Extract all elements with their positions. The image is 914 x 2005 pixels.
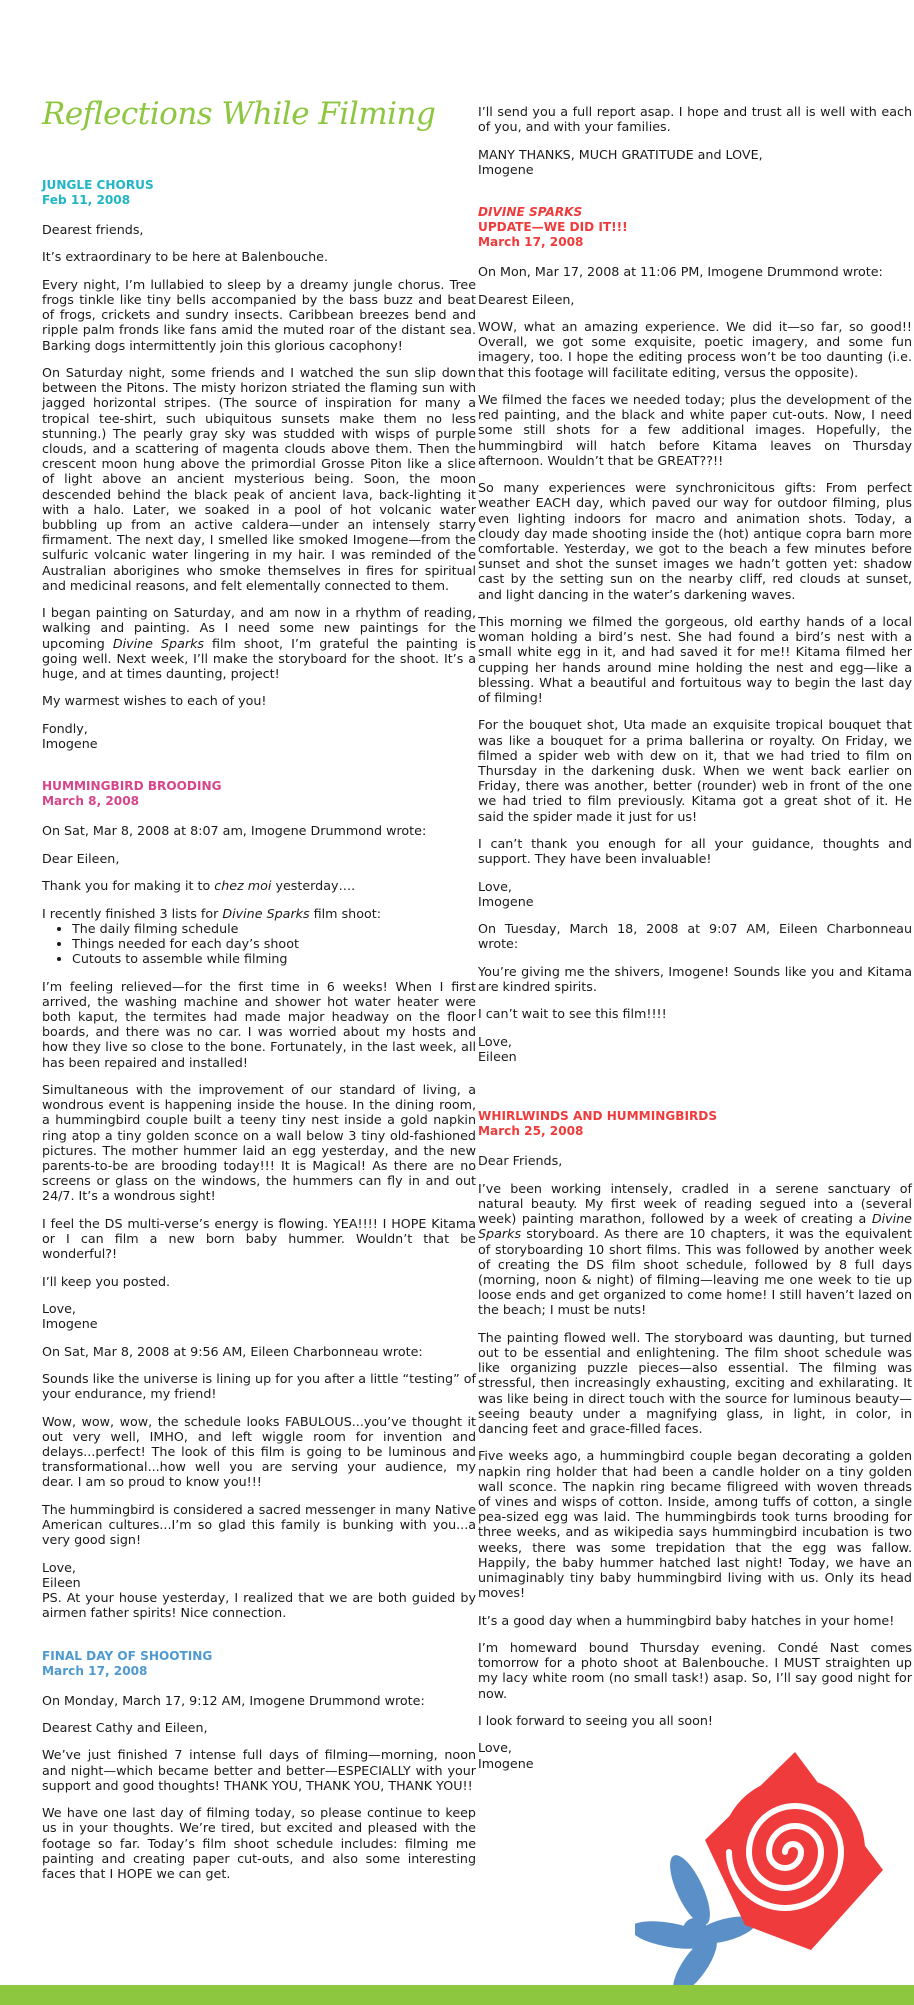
email-header: On Sat, Mar 8, 2008 at 8:07 am, Imogene Drummond wrote: bbox=[42, 823, 427, 839]
list-item: • The daily filming schedule bbox=[72, 921, 476, 936]
signature: Love, Eileen PS. At your house yesterday, I realized that we are both guided by airmen father spirits! Nice connection. bbox=[42, 1559, 476, 1621]
email-header: On Monday, March 17, 9:12 AM, Imogene Drummond wrote: bbox=[42, 1692, 425, 1708]
paragraph: It’s a good day when a hummingbird baby hatches in your home! bbox=[478, 1612, 895, 1628]
page-title: Reflections While Filming bbox=[42, 96, 436, 132]
paragraph: I’m feeling relieved—for the first time in 6 weeks! When I first arrived, the washing machine and shower hot water heater were both kaput, the termites had made major headway on the floor boards, and there was no car. I was worried about my hosts and how they live so close to the bone. Fortunately, in the last week, all has been repaired and installed! bbox=[42, 978, 476, 1070]
paragraph: I can’t wait to see this film!!!! bbox=[478, 1006, 667, 1022]
paragraph: The hummingbird is considered a sacred messenger in many Native American cultures...I’m so glad this family is bunking with you...a very good sign! bbox=[42, 1501, 476, 1548]
paragraph: Simultaneous with the improvement of our standard of living, a wondrous event is happening inside the house. In the dining room, a hummingbird couple built a teeny tiny nest inside a gold napkin ring atop a tiny golden sconce on a wall below 3 tiny old-fashioned pictures. The mother hummer laid an egg yesterday, and the new parents-to-be are brooding today!!! It is Magical! As there are no screens or glass on the windows, the hummers can fly in and out 24/7. It’s a wondrous sight! bbox=[42, 1081, 476, 1204]
entry-title: DIVINE SPARKS UPDATE—WE DID IT!!! bbox=[478, 205, 628, 235]
signature: MANY THANKS, MUCH GRATITUDE and LOVE, Imogene bbox=[478, 146, 763, 177]
left-column bbox=[42, 178, 476, 1893]
paragraph: I’m homeward bound Thursday evening. Condé Nast comes tomorrow for a photo shoot at Balenbouche. I MUST straighten up my lacy white room (no small task!) asap. So, I’ll say good night for now. bbox=[478, 1639, 912, 1701]
entry-date: Feb 11, 2008 bbox=[42, 193, 131, 207]
right-column bbox=[478, 104, 912, 1783]
paragraph: We filmed the faces we needed today; plus the development of the red painting, and the black and white paper cut-outs. Now, I need some still shots for a few additional images. Hopefully, the hummingbird will hatch before Kitama leaves on Thursday afternoon. Wouldn’t that be GREAT??!! bbox=[478, 391, 912, 468]
paragraph: So many experiences were synchronicitous gifts: From perfect weather EACH day, which paved our way for outdoor filming, plus even lighting indoors for macro and animation shots. Today, a cloudy day made shooting inside the (hot) antique copra barn more comfortable. Yesterday, we got to the beach a few minutes before sunset and shot the sunset images we hadn’t gotten yet: shadow cast by the setting sun on the nearby cliff, red clouds at sunset, and light dancing in the water’s darkening waves. bbox=[478, 480, 912, 602]
paragraph: We have one last day of filming today, so please continue to keep us in your thoughts. We’re tired, but excited and pleased with the footage so far. Today’s film shoot schedule includes: filming me painting and creating paper cut-outs, and also some interesting faces that I HOPE we can get. bbox=[42, 1805, 476, 1881]
list-item: • Things needed for each day’s shoot bbox=[72, 936, 476, 951]
bullet-list bbox=[42, 921, 476, 967]
signature: Love, Imogene bbox=[478, 1740, 534, 1771]
paragraph: I’ll keep you posted. bbox=[42, 1273, 171, 1289]
paragraph: I’ve been working intensely, cradled in a serene sanctuary of natural beauty. My first week of reading segued into a (several week) painting marathon, followed by a week of creating a Divine Sparks storyboard. As there are 10 chapters, it was the equivalent of storyboarding 10 short films. This was followed by another week of creating the DS film shoot schedule, followed by 8 full days (morning, noon & night) of filming—leaving me one week to tie up loose ends and get organized to come home! I still haven’t lazed on the beach; I must be nuts! bbox=[478, 1180, 912, 1318]
paragraph: Every night, I’m lullabied to sleep by a dreamy jungle chorus. Tree frogs tinkle like tiny bells accompanied by the bass buzz and beat of frogs, crickets and sundry insects. Caribbean breezes bend and ripple palm fronds like fans amid the muted roar of the distant sea. Barking dogs intermittently join this glorious cacophony! bbox=[42, 276, 476, 353]
email-header: On Mon, Mar 17, 2008 at 11:06 PM, Imogene Drummond wrote: bbox=[478, 264, 883, 280]
footer-band bbox=[0, 1985, 914, 2005]
entry-title: JUNGLE CHORUS bbox=[42, 178, 154, 192]
paragraph: Five weeks ago, a hummingbird couple began decorating a golden napkin ring holder that had been a candle holder on a tiny golden wall sconce. The napkin ring became filigreed with woven threads of vines and wisps of cotton. Inside, among tuffs of cotton, a single pea-sized egg was laid. The hummingbirds took turns brooding for three weeks, and as wikipedia says hummingbird incubation is two weeks, there was some trepidation that the egg was fallow. Happily, the baby hummer hatched last night! Today, we have an unimaginably tiny baby hummingbird living with us. Only its head moves! bbox=[478, 1448, 912, 1601]
email-header: On Tuesday, March 18, 2008 at 9:07 AM, Eileen Charbonneau wrote: bbox=[478, 921, 912, 952]
paragraph: I began painting on Saturday, and am now in a rhythm of reading, walking and painting. As I need some new paintings for the upcoming Divine Sparks film shoot, I’m grateful the painting is going well. Next week, I’ll make the storyboard for the shoot. It’s a huge, and at times daunting, project! bbox=[42, 605, 476, 682]
paragraph: Wow, wow, wow, the schedule looks FABULOUS...you’ve thought it out very well, IMHO, and left wiggle room for invention and delays...perfect! The look of this film is going to be luminous and transformational...how well you are serving your audience, my dear. I am so proud to know you!!! bbox=[42, 1413, 476, 1490]
salutation: Dearest Eileen, bbox=[478, 291, 575, 307]
paragraph: This morning we filmed the gorgeous, old earthy hands of a local woman holding a bird’s nest. She had found a bird’s nest with a small white egg in it, and had saved it for me!! Kitama filmed her cupping her hands around mine holding the nest and egg—like a blessing. What a beautiful and fortuitous way to begin the last day of filming! bbox=[478, 613, 912, 705]
signature: Fondly, Imogene bbox=[42, 720, 98, 752]
salutation: Dearest Cathy and Eileen, bbox=[42, 1719, 208, 1735]
paragraph: For the bouquet shot, Uta made an exquisite tropical bouquet that was like a bouquet for a prima ballerina or royalty. On Friday, we filmed a spider web with dew on it, that we had tried to film on Thursday in the darkening dusk. When we went back earlier on Friday, there was another, better (rounder) web in front of the one we had tried to film previously. Kitama got a great shot of it. He said the spider made it just for us! bbox=[478, 717, 912, 824]
signature: Love, Imogene bbox=[42, 1300, 98, 1332]
paragraph: I feel the DS multi-verse’s energy is flowing. YEA!!!! I HOPE Kitama or I can film a new born baby hummer. Wouldn’t that be wonderful?! bbox=[42, 1215, 476, 1262]
entry-date: March 25, 2008 bbox=[478, 1124, 584, 1139]
salutation: Dear Eileen, bbox=[42, 850, 120, 866]
signature: Love, Eileen bbox=[478, 1033, 517, 1064]
paragraph: You’re giving me the shivers, Imogene! Sounds like you and Kitama are kindred spirits. bbox=[478, 963, 912, 994]
entry-date: March 17, 2008 bbox=[42, 1663, 148, 1678]
entry-heading-divine-sparks-update bbox=[478, 205, 912, 250]
paragraph: WOW, what an amazing experience. We did it—so far, so good!! Overall, we got some exquisite, poetic imagery, and some fun imagery, too. I hope the editing process won’t be too daunting (i.e. that this footage will facilitate editing, versus the opposite). bbox=[478, 318, 912, 380]
salutation: Dear Friends, bbox=[478, 1153, 563, 1169]
entry-heading-jungle-chorus bbox=[42, 178, 476, 208]
signature: Love, Imogene bbox=[478, 878, 534, 909]
paragraph: I’ll send you a full report asap. I hope and trust all is well with each of you, and with your families. bbox=[478, 104, 912, 135]
entry-heading-hummingbird-brooding bbox=[42, 779, 476, 809]
paragraph: On Saturday night, some friends and I watched the sun slip down between the Pitons. The misty horizon striated the flaming sun with jagged horizontal stripes. (The source of inspiration for many a tropical tee-shirt, such ubiquitous sunsets make them no less stunning.) The pearly gray sky was studded with wisps of purple clouds, and a scattering of magenta clouds above them. Then the crescent moon hung above the primordial Grosse Piton like a slice of light above an ancient mysterious being. Soon, the moon descended behind the black peak of ancient lava, back-lighting it with a halo. Later, we soaked in a pool of hot volcanic water bubbling up from an active caldera—under an intensely starry firmament. The next day, I smelled like smoked Imogene—from the sulfuric volcanic water lingering in my hair. I was reminded of the Australian aborigines who smoke themselves in fires for spiritual and medicinal reasons, and felt elementally connected to them. bbox=[42, 364, 476, 593]
paragraph: Sounds like the universe is lining up for you after a little “testing” of your endurance, my friend! bbox=[42, 1370, 476, 1402]
paragraph: We’ve just finished 7 intense full days of filming—morning, noon and night—which became better and better—ESPECIALLY with your support and good thoughts! THANK YOU, THANK YOU, THANK YOU!! bbox=[42, 1747, 476, 1793]
paragraph: My warmest wishes to each of you! bbox=[42, 693, 267, 709]
entry-heading-final-day bbox=[42, 1649, 476, 1679]
entry-title: WHIRLWINDS AND HUMMINGBIRDS bbox=[478, 1109, 718, 1124]
entry-title: FINAL DAY OF SHOOTING bbox=[42, 1648, 213, 1663]
spiral-flower-illustration bbox=[635, 1740, 895, 1995]
entry-heading-whirlwinds bbox=[478, 1109, 912, 1139]
entry-title: HUMMINGBIRD BROODING bbox=[42, 779, 222, 794]
paragraph: Thank you for making it to chez moi yesterday…. bbox=[42, 878, 356, 894]
entry-date: March 8, 2008 bbox=[42, 794, 140, 809]
paragraph: I look forward to seeing you all soon! bbox=[478, 1712, 713, 1728]
paragraph: I recently finished 3 lists for Divine Sparks film shoot: bbox=[42, 905, 381, 921]
paragraph: It’s extraordinary to be here at Balenbouche. bbox=[42, 249, 328, 265]
email-header: On Sat, Mar 8, 2008 at 9:56 AM, Eileen Charbonneau wrote: bbox=[42, 1343, 423, 1359]
entry-date: March 17, 2008 bbox=[478, 235, 584, 250]
salutation: Dearest friends, bbox=[42, 222, 144, 237]
list-item: • Cutouts to assemble while filming bbox=[72, 951, 476, 966]
paragraph: The painting flowed well. The storyboard was daunting, but turned out to be essential and enlightening. The film shoot schedule was like organizing puzzle pieces—also essential. The filming was stressful, then increasingly exhausting, exciting and exhilarating. It was like being in direct touch with the source for luminous beauty—seeing beauty under a magnifying glass, in light, in color, in dancing feet and grace-filled faces. bbox=[478, 1329, 912, 1436]
paragraph: I can’t thank you enough for all your guidance, thoughts and support. They have been invaluable! bbox=[478, 836, 912, 867]
